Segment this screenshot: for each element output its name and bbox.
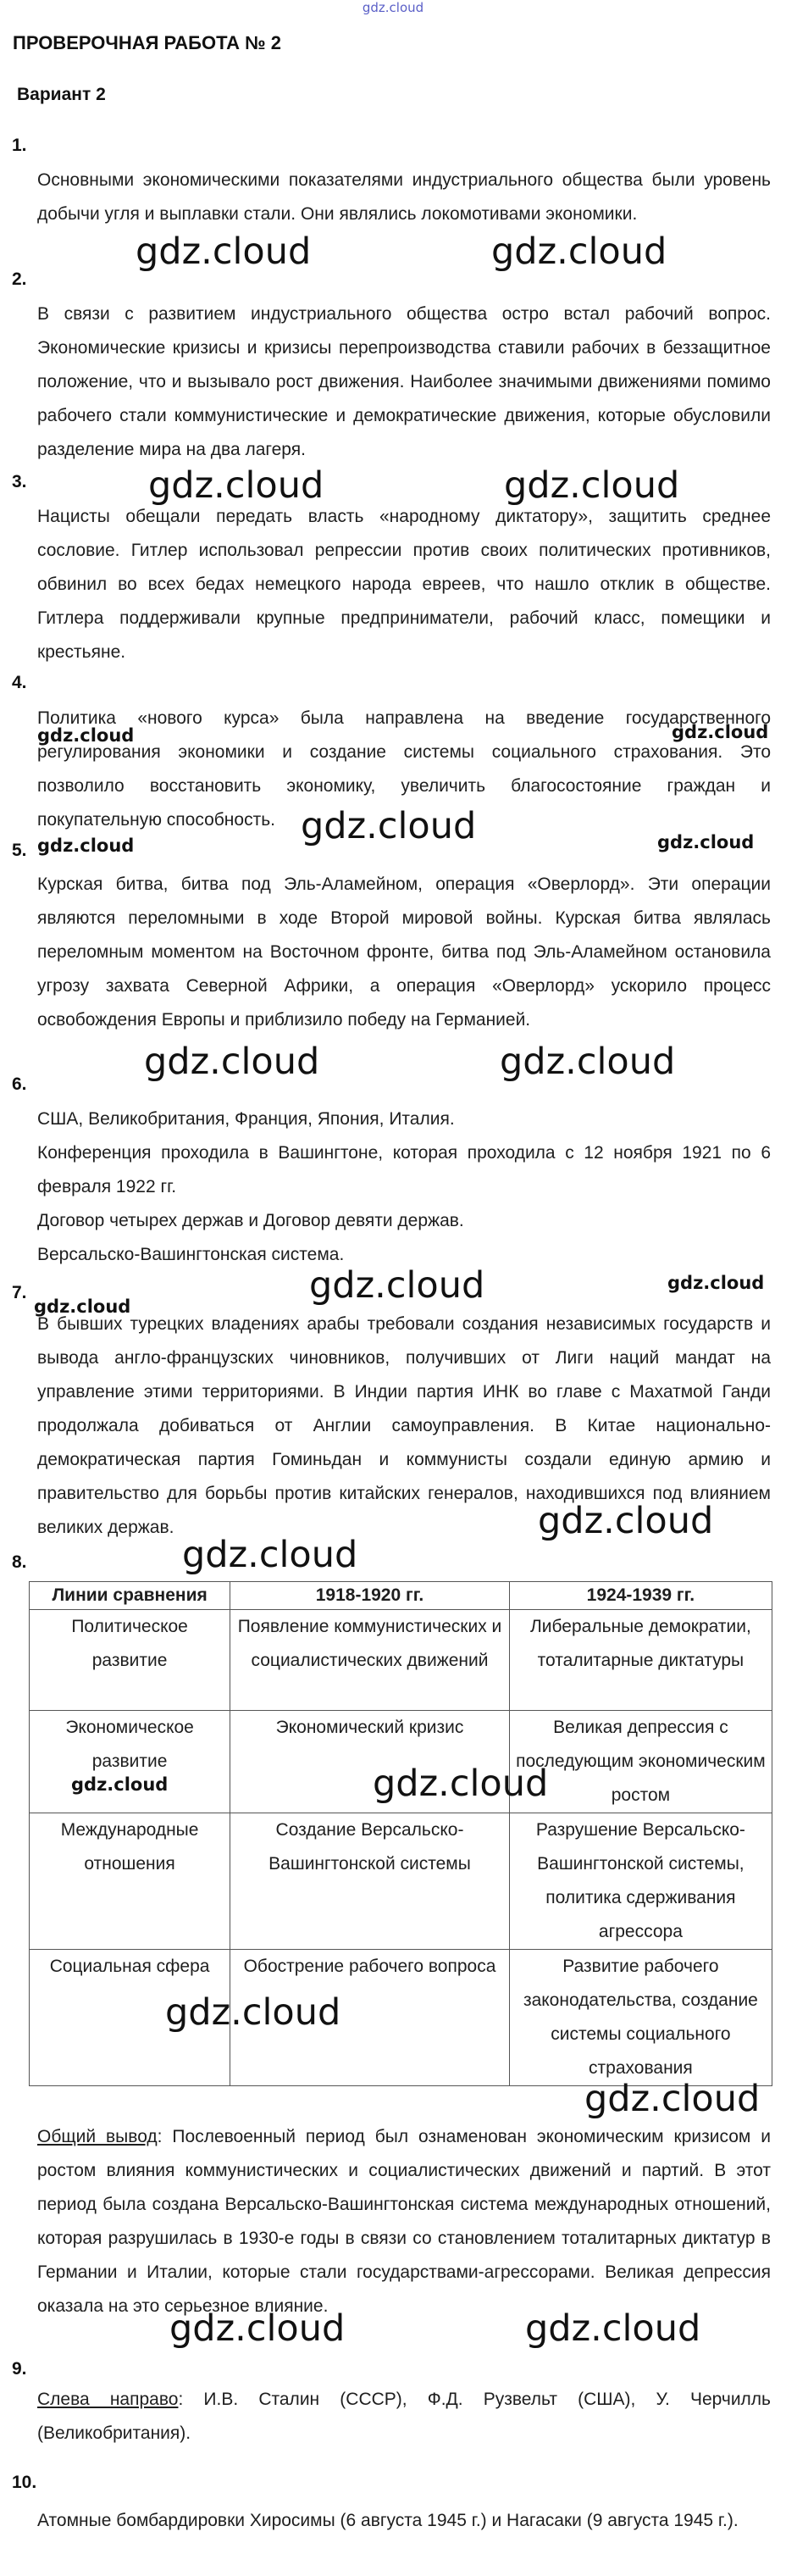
watermark: gdz.cloud	[584, 2078, 761, 2120]
answer-6-line-2: Конференция проходила в Вашингтоне, которая проходила с 12 ноября 1921 по 6 февраля 1922 гг.	[37, 1143, 771, 1196]
table-row	[30, 1610, 772, 1711]
watermark: gdz.cloud	[538, 1500, 714, 1542]
table-cell: Социальная сфера	[30, 1950, 230, 2086]
site-header-link[interactable]: gdz.cloud	[362, 0, 424, 15]
answer-6-line-3: Договор четырех держав и Договор девяти держав.	[37, 1211, 464, 1230]
watermark: gdz.cloud	[525, 2307, 701, 2350]
question-number-8: 8.	[12, 1552, 27, 1572]
watermark: gdz.cloud	[504, 464, 680, 507]
watermark: gdz.cloud	[672, 722, 769, 742]
question-number-10: 10.	[12, 2473, 37, 2492]
question-number-5: 5.	[12, 841, 27, 860]
watermark: gdz.cloud	[136, 230, 312, 273]
table-header-cell: Линии сравнения	[30, 1582, 230, 1610]
answer-10: Атомные бомбардировки Хиросимы (6 августа 1945 г.) и Нагасаки (9 августа 1945 г.).	[37, 2511, 739, 2530]
table-cell: Создание Версальско-Вашингтонской системы	[230, 1813, 510, 1950]
table-cell: Международные отношения	[30, 1813, 230, 1950]
conclusion-text: : Послевоенный период был ознаменован экономическим кризисом и ростом влияния коммунистических и социалистических движений и партий. В этот период была создана Версальско-Вашингтонская система международных отношений, которая разрушилась в 1930-е годы в связи со становлением тоталитарных диктатур в Германии и Италии, которые стали государствами-агрессорами. Великая депрессия оказала на это серьезное влияние.	[37, 2127, 772, 2316]
answer-6-line-1: США, Великобритания, Франция, Япония, Италия.	[37, 1109, 455, 1129]
answer-3: Нацисты обещали передать власть «народному диктатору», защитить среднее сословие. Гитлер использовал репрессии против своих политических противников, обвинил во всех бедах немецкого народа евреев, что нашло отклик в обществе. Гитлера поддерживали крупные предприниматели, рабочий класс, помещики и крестьяне.	[37, 507, 771, 662]
answer-9-text: : И.В. Сталин (СССР), Ф.Д. Рузвельт (США), У. Черчилль (Великобритания).	[37, 2390, 771, 2443]
watermark: gdz.cloud	[71, 1774, 169, 1795]
answer-2: В связи с развитием индустриального общества остро встал рабочий вопрос. Экономические кризисы и кризисы перепроизводства ставили рабочих в беззащитное положение, что и вызывало рост движения. Наиболее значимыми движениями помимо рабочего стали коммунистические и демократические движения, которые обусловили разделение мира на два лагеря.	[37, 304, 771, 459]
table-row	[30, 1950, 772, 2086]
answer-7: В бывших турецких владениях арабы требовали создания независимых государств и вывода англо-французских чиновников, получивших от Лиги наций мандат на управление этими территориями. В Индии партия ИНК во главе с Махатмой Ганди продолжала добиваться от Англии самоуправления. В Китае национально-демократическая партия Гоминьдан и коммунисты создали единую армию и правительство для борьбы против китайских генералов, находившихся под влиянием великих держав.	[37, 1314, 771, 1537]
watermark: gdz.cloud	[657, 832, 755, 852]
answer-9	[37, 2383, 771, 2451]
table-cell: Экономическое развитие	[30, 1711, 230, 1813]
table-cell: Политическое развитие	[30, 1610, 230, 1711]
table-cell: Появление коммунистических и социалистических движений	[230, 1610, 510, 1711]
table-cell: Разрушение Версальско-Вашингтонской системы, политика сдерживания агрессора	[509, 1813, 772, 1950]
table-cell: Великая депрессия с последующим экономическим ростом	[509, 1711, 772, 1813]
watermark: gdz.cloud	[491, 230, 667, 273]
conclusion-paragraph	[37, 2120, 771, 2323]
conclusion-label: Общий вывод	[37, 2127, 158, 2146]
answer-6-line-4: Версальско-Вашингтонская система.	[37, 1245, 345, 1264]
comparison-table	[29, 1581, 772, 2086]
answer-9-label: Слева направо	[37, 2390, 179, 2409]
watermark: gdz.cloud	[148, 464, 324, 507]
watermark: gdz.cloud	[165, 1991, 341, 2034]
question-number-6: 6.	[12, 1074, 27, 1094]
question-number-7: 7.	[12, 1283, 27, 1302]
question-number-3: 3.	[12, 472, 27, 491]
table-header-cell: 1918-1920 гг.	[230, 1582, 510, 1610]
watermark: gdz.cloud	[667, 1273, 765, 1293]
watermark: gdz.cloud	[144, 1041, 320, 1083]
table-cell: Развитие рабочего законодательства, создание системы социального страхования	[509, 1950, 772, 2086]
watermark: gdz.cloud	[37, 836, 135, 856]
variant-heading: Вариант 2	[17, 85, 106, 104]
watermark: gdz.cloud	[34, 1296, 131, 1317]
table-cell: Либеральные демократии, тоталитарные диктатуры	[509, 1610, 772, 1711]
page-title: ПРОВЕРОЧНАЯ РАБОТА № 2	[13, 32, 282, 53]
question-number-9: 9.	[12, 2359, 27, 2379]
watermark: gdz.cloud	[169, 2307, 346, 2350]
question-number-1: 1.	[12, 136, 27, 155]
watermark: gdz.cloud	[37, 725, 135, 746]
answer-1: Основными экономическими показателями индустриального общества были уровень добычи угля и выплавки стали. Они являлись локомотивами экономики.	[37, 170, 771, 224]
question-number-4: 4.	[12, 673, 27, 692]
answer-4: Политика «нового курса» была направлена на введение государственного регулирования экономики и создание системы социального страхования. Это позволило восстановить экономику, увеличить благосостояние граждан и покупательную способность.	[37, 708, 771, 830]
watermark: gdz.cloud	[301, 805, 477, 847]
answer-5: Курская битва, битва под Эль-Аламейном, операция «Оверлорд». Эти операции являются переломными в ходе Второй мировой войны. Курская битва являлась переломным моментом на Восточном фронте, битва под Эль-Аламейном остановила угрозу захвата Северной Африки, а операция «Оверлорд» ускорило процесс освобождения Европы и приблизило победу на Германией.	[37, 874, 771, 1030]
watermark: gdz.cloud	[500, 1041, 676, 1083]
watermark: gdz.cloud	[182, 1534, 358, 1576]
table-cell: Обострение рабочего вопроса	[230, 1950, 510, 2086]
table-row	[30, 1813, 772, 1950]
table-cell: Экономический кризис	[230, 1711, 510, 1813]
question-number-2: 2.	[12, 269, 27, 289]
watermark: gdz.cloud	[373, 1763, 549, 1805]
table-header-cell: 1924-1939 гг.	[509, 1582, 772, 1610]
watermark: gdz.cloud	[309, 1264, 485, 1307]
table-header-row	[30, 1582, 772, 1610]
